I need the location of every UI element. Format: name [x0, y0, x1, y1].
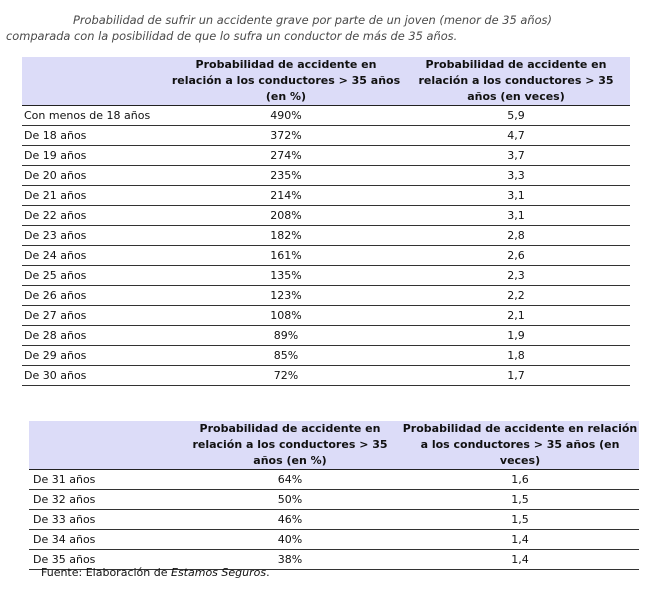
- table-row: [22, 186, 630, 206]
- age-risk-table-1: [22, 57, 630, 386]
- percent-cell: 135%: [170, 266, 402, 286]
- percent-cell: 161%: [170, 246, 402, 266]
- age-cell: De 35 años: [29, 550, 179, 570]
- percent-cell: 274%: [170, 146, 402, 166]
- age-cell: De 26 años: [22, 286, 170, 306]
- times-cell: 1,4: [401, 550, 639, 570]
- table-row: [22, 166, 630, 186]
- times-cell: 1,5: [401, 510, 639, 530]
- times-cell: 5,9: [402, 106, 630, 126]
- age-risk-table-2: [29, 421, 639, 570]
- source-note: [41, 566, 270, 579]
- age-cell: De 22 años: [22, 206, 170, 226]
- age-cell: Con menos de 18 años: [22, 106, 170, 126]
- age-cell: De 19 años: [22, 146, 170, 166]
- age-cell: De 33 años: [29, 510, 179, 530]
- table-row: [22, 346, 630, 366]
- percent-cell: 108%: [170, 306, 402, 326]
- header-times: Probabilidad de accidente en relación a los conductores > 35 años (en veces): [402, 57, 630, 106]
- times-cell: 3,1: [402, 186, 630, 206]
- age-cell: De 20 años: [22, 166, 170, 186]
- times-cell: 1,8: [402, 346, 630, 366]
- times-cell: 1,7: [402, 366, 630, 386]
- percent-cell: 85%: [170, 346, 402, 366]
- percent-cell: 64%: [179, 470, 401, 490]
- table-row: [22, 266, 630, 286]
- times-cell: 2,6: [402, 246, 630, 266]
- table-row: [22, 146, 630, 166]
- percent-cell: 46%: [179, 510, 401, 530]
- percent-cell: 38%: [179, 550, 401, 570]
- age-cell: De 31 años: [29, 470, 179, 490]
- table-row: [22, 286, 630, 306]
- times-cell: 1,5: [401, 490, 639, 510]
- table-row: [22, 106, 630, 126]
- times-cell: 2,1: [402, 306, 630, 326]
- age-cell: De 27 años: [22, 306, 170, 326]
- table-header: [29, 421, 639, 470]
- times-cell: 2,8: [402, 226, 630, 246]
- age-cell: De 28 años: [22, 326, 170, 346]
- header-age: [22, 57, 170, 106]
- table-row: [22, 326, 630, 346]
- age-cell: De 24 años: [22, 246, 170, 266]
- times-cell: 2,3: [402, 266, 630, 286]
- percent-cell: 50%: [179, 490, 401, 510]
- table-row: [22, 126, 630, 146]
- table-row: [29, 510, 639, 530]
- age-cell: De 25 años: [22, 266, 170, 286]
- percent-cell: 40%: [179, 530, 401, 550]
- age-cell: De 32 años: [29, 490, 179, 510]
- table-row: [29, 490, 639, 510]
- table-caption: Probabilidad de sufrir un accidente grave por parte de un joven (menor de 35 años) comparada con la posibilidad de que lo sufra un conductor de más de 35 años.: [6, 13, 552, 43]
- times-cell: 1,6: [401, 470, 639, 490]
- times-cell: 3,1: [402, 206, 630, 226]
- table-row: [29, 530, 639, 550]
- table-header: [22, 57, 630, 106]
- table-row: [29, 470, 639, 490]
- table-row: [22, 246, 630, 266]
- header-age: [29, 421, 179, 470]
- age-cell: De 18 años: [22, 126, 170, 146]
- percent-cell: 72%: [170, 366, 402, 386]
- percent-cell: 490%: [170, 106, 402, 126]
- times-cell: 2,2: [402, 286, 630, 306]
- source-name: Estamos Seguros: [171, 566, 267, 579]
- table-row: [22, 306, 630, 326]
- times-cell: 1,9: [402, 326, 630, 346]
- header-percent: Probabilidad de accidente en relación a los conductores > 35 años (en %): [170, 57, 402, 106]
- times-cell: 3,7: [402, 146, 630, 166]
- age-cell: De 29 años: [22, 346, 170, 366]
- percent-cell: 214%: [170, 186, 402, 206]
- source-prefix: Fuente: Elaboración de: [41, 566, 171, 579]
- source-suffix: .: [266, 566, 270, 579]
- times-cell: 1,4: [401, 530, 639, 550]
- age-cell: De 21 años: [22, 186, 170, 206]
- age-cell: De 30 años: [22, 366, 170, 386]
- percent-cell: 123%: [170, 286, 402, 306]
- percent-cell: 235%: [170, 166, 402, 186]
- table-row: [22, 366, 630, 386]
- age-cell: De 34 años: [29, 530, 179, 550]
- percent-cell: 372%: [170, 126, 402, 146]
- table-row: [22, 226, 630, 246]
- percent-cell: 208%: [170, 206, 402, 226]
- percent-cell: 182%: [170, 226, 402, 246]
- times-cell: 3,3: [402, 166, 630, 186]
- times-cell: 4,7: [402, 126, 630, 146]
- table-row: [22, 206, 630, 226]
- age-cell: De 23 años: [22, 226, 170, 246]
- percent-cell: 89%: [170, 326, 402, 346]
- header-percent: Probabilidad de accidente en relación a los conductores > 35 años (en %): [179, 421, 401, 470]
- header-times: Probabilidad de accidente en relación a los conductores > 35 años (en veces): [401, 421, 639, 470]
